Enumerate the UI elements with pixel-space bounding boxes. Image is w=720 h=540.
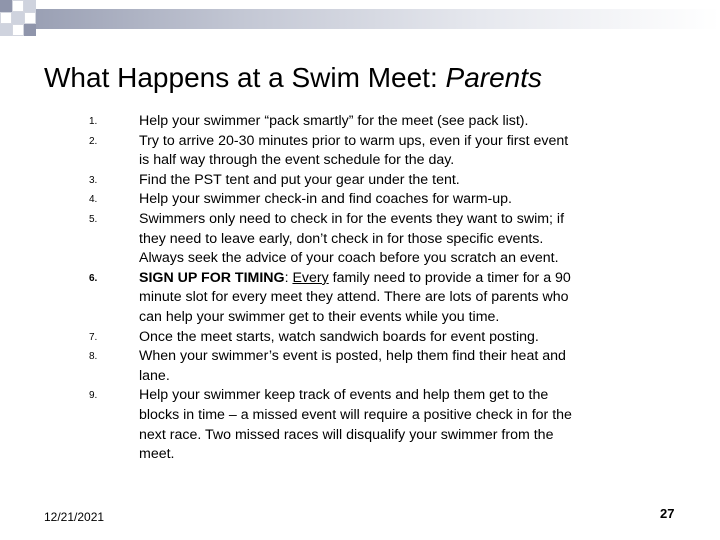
checker-square: [24, 12, 36, 24]
list-item-underlined: Every: [292, 269, 329, 286]
list-item-separator: :: [284, 269, 293, 286]
list-item-line: Try to arrive 20-30 minutes prior to warm ups, even if your first event: [139, 132, 569, 149]
header-decoration: [0, 0, 720, 44]
list-item-number: 3.: [89, 174, 98, 186]
list-item-number: 6.: [89, 272, 98, 284]
checker-square: [12, 0, 24, 12]
checker-square: [24, 0, 36, 12]
list-item-line: Swimmers only need to check in for the events they want to swim; if: [139, 210, 565, 227]
list-item-number: 8.: [89, 351, 98, 363]
numbered-list: [0, 112, 720, 465]
checker-square: [0, 0, 12, 12]
list-item-line: [139, 269, 637, 289]
list-item: [0, 190, 720, 210]
list-item: [0, 171, 720, 191]
list-item-label: SIGN UP FOR TIMING: [139, 269, 285, 286]
list-item-line: Help your swimmer check-in and find coaches for warm-up.: [139, 191, 512, 208]
list-item-line: Once the meet starts, watch sandwich boards for event posting.: [139, 328, 539, 345]
page-number: 27: [660, 506, 675, 521]
list-item: [0, 210, 720, 269]
list-item-line: Always seek the advice of your coach before you scratch an event.: [139, 250, 559, 267]
list-item-number: 9.: [89, 390, 98, 402]
list-item: [0, 132, 720, 171]
list-item-line: lane.: [139, 367, 170, 384]
list-item-line: meet.: [139, 446, 175, 463]
list-item-number: 2.: [89, 135, 98, 147]
list-item-line: minute slot for every meet they attend. There are lots of parents who: [139, 289, 569, 306]
checker-square: [0, 12, 12, 24]
list-item: [0, 269, 720, 328]
slide-title-main: What Happens at a Swim Meet:: [44, 62, 446, 93]
checker-square: [0, 24, 12, 36]
list-item-number: 5.: [89, 213, 98, 225]
list-item: [0, 112, 720, 132]
checker-square: [12, 12, 24, 24]
list-item: [0, 328, 720, 348]
list-item-line: Help your swimmer keep track of events and help them get to the: [139, 387, 549, 404]
slide-title-emphasis: Parents: [445, 62, 543, 93]
list-item-number: 7.: [89, 331, 98, 343]
header-gradient-band: [36, 9, 720, 29]
list-item-line: Find the PST tent and put your gear under the tent.: [139, 171, 460, 188]
list-item: [0, 386, 720, 464]
slide-title: [44, 58, 704, 98]
list-item-number: 1.: [89, 116, 98, 127]
list-item-line: can help your swimmer get to their events while you time.: [139, 308, 500, 325]
list-item-line: blocks in time – a missed event will require a positive check in for the: [139, 406, 572, 423]
list-item-line: they need to leave early, don’t check in for those specific events.: [139, 230, 544, 247]
list-item-line: Help your swimmer “pack smartly” for the meet (see pack list).: [139, 113, 529, 129]
list-item-line: When your swimmer’s event is posted, help them find their heat and: [139, 348, 566, 365]
list-item-text: family need to provide a timer for a 90: [328, 269, 571, 286]
list-item: [0, 347, 720, 386]
list-item-line: next race. Two missed races will disqualify your swimmer from the: [139, 426, 554, 443]
checker-square: [12, 24, 24, 36]
list-item-line: is half way through the event schedule for the day.: [139, 152, 455, 169]
footer-date: 12/21/2021: [44, 510, 105, 524]
list-item-number: 4.: [89, 194, 98, 206]
checker-square: [24, 24, 36, 36]
